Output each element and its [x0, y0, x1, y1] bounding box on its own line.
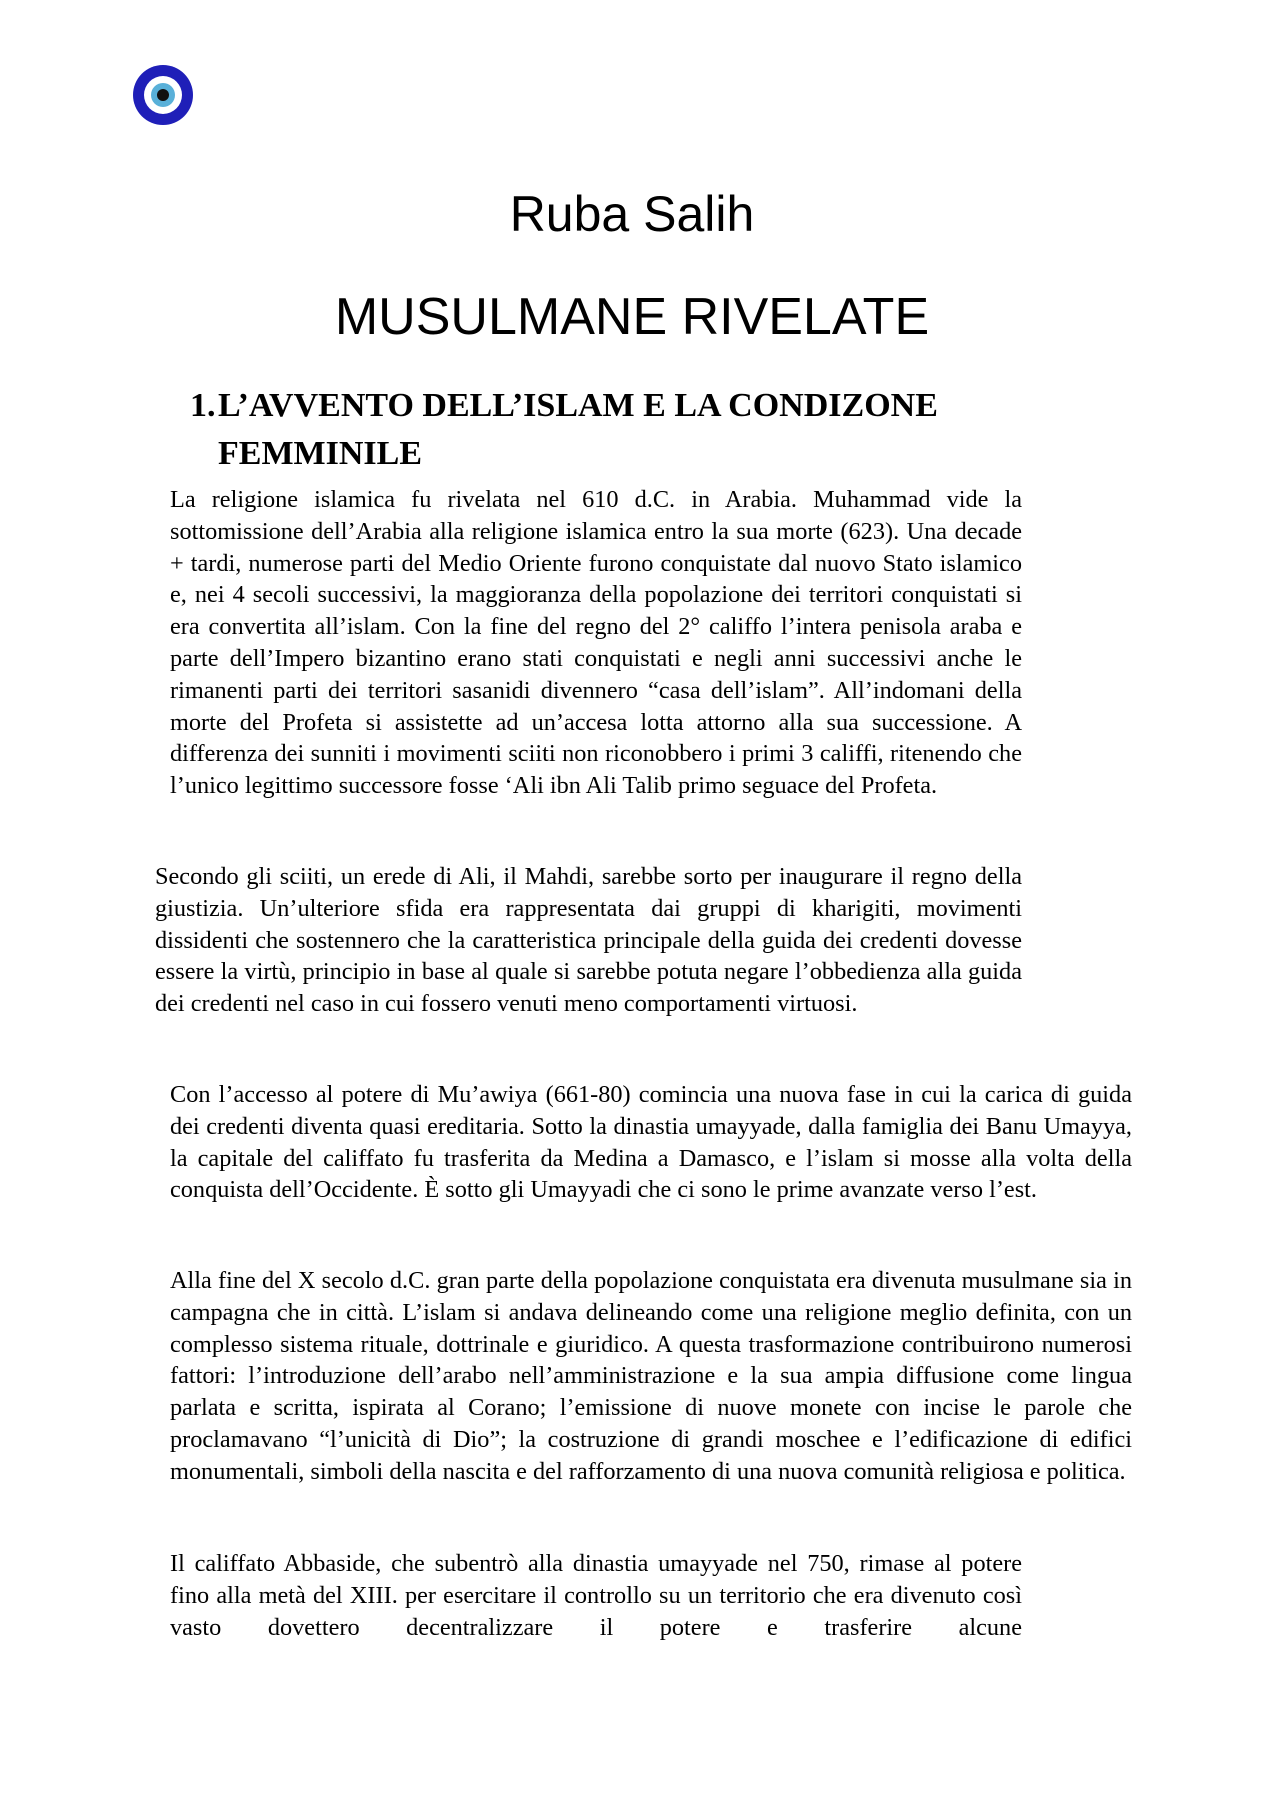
chapter-title-line2: FEMMINILE [218, 435, 422, 472]
evil-eye-logo [132, 64, 194, 126]
paragraph-1: La religione islamica fu rivelata nel 610 d.C. in Arabia. Muhammad vide la sottomissione dell’Arabia alla religione islamica entro la sua morte (623). Una decade + tardi, numerose parti del Medio Oriente furono conquistate dal nuovo Stato islamico e, nei 4 secoli successivi, la maggioranza della popolazione dei territori conquistati si era convertita all’islam. Con la fine del regno del 2° califfo l’intera penisola araba e parte dell’Impero bizantino erano stati conquistati e negli anni successivi anche le rimanenti parti dei territori sasanidi divennero “casa dell’islam”. All’indomani della morte del Profeta si assistette ad un’accesa lotta attorno alla sua successione. A differenza dei sunniti i movimenti sciiti non riconobbero i primi 3 califfi, ritenendo che l’unico legittimo successore fosse ‘Ali ibn Ali Talib primo seguace del Profeta. [170, 486, 1022, 800]
paragraph-3: Con l’accesso al potere di Mu’awiya (661-80) comincia una nuova fase in cui la carica di guida dei credenti diventa quasi ereditaria. Sotto la dinastia umayyade, dalla famiglia dei Banu Umayya, la capitale del califfato fu trasferita da Medina a Damasco, e l’islam si mosse alla volta della conquista dell’Occidente. È sotto gli Umayyadi che ci sono le prime avanzate verso l’est. [170, 1081, 1132, 1204]
book-title: MUSULMANE RIVELATE [334, 288, 930, 346]
author-name: Ruba Salih [509, 186, 755, 242]
chapter-number: 1. [190, 387, 216, 424]
paragraph-4: Alla fine del X secolo d.C. gran parte della popolazione conquistata era divenuta musulmane sia in campagna che in città. L’islam si andava delineando come una religione meglio definita, con un complesso sistema rituale, dottrinale e giuridico. A questa trasformazione contribuirono numerosi fattori: l’introduzione dell’arabo nell’amministrazione e la sua ampia diffusione come lingua parlata e scritta, ispirata al Corano; l’emissione di nuove monete con incise le parole che proclamavano “l’unicità di Dio”; la costruzione di grandi moschee e l’edificazione di edifici monumentali, simboli della nascita e del rafforzamento di una nuova comunità religiosa e politica. [170, 1267, 1132, 1485]
paragraph-2: Secondo gli sciiti, un erede di Ali, il Mahdi, sarebbe sorto per inaugurare il regno della giustizia. Un’ulteriore sfida era rappresentata dai gruppi di kharigiti, movimenti dissidenti che sostennero che la caratteristica principale della guida dei credenti dovesse essere la virtù, principio in base al quale si sarebbe potuta negare l’obbedienza alla guida dei credenti nel caso in cui fossero venuti meno comportamenti virtuosi. [155, 863, 1022, 1018]
chapter-title-line1: L’AVVENTO DELL’ISLAM E LA CONDIZONE [218, 387, 938, 424]
evil-eye-icon [132, 64, 194, 126]
chapter-heading [190, 382, 1070, 478]
paragraph-5: Il califfato Abbaside, che subentrò alla dinastia umayyade nel 750, rimase al potere fino alla metà del XIII. per esercitare il controllo su un territorio che era divenuto così vasto dovettero decentralizzare il potere e trasferire alcune [170, 1550, 1022, 1641]
